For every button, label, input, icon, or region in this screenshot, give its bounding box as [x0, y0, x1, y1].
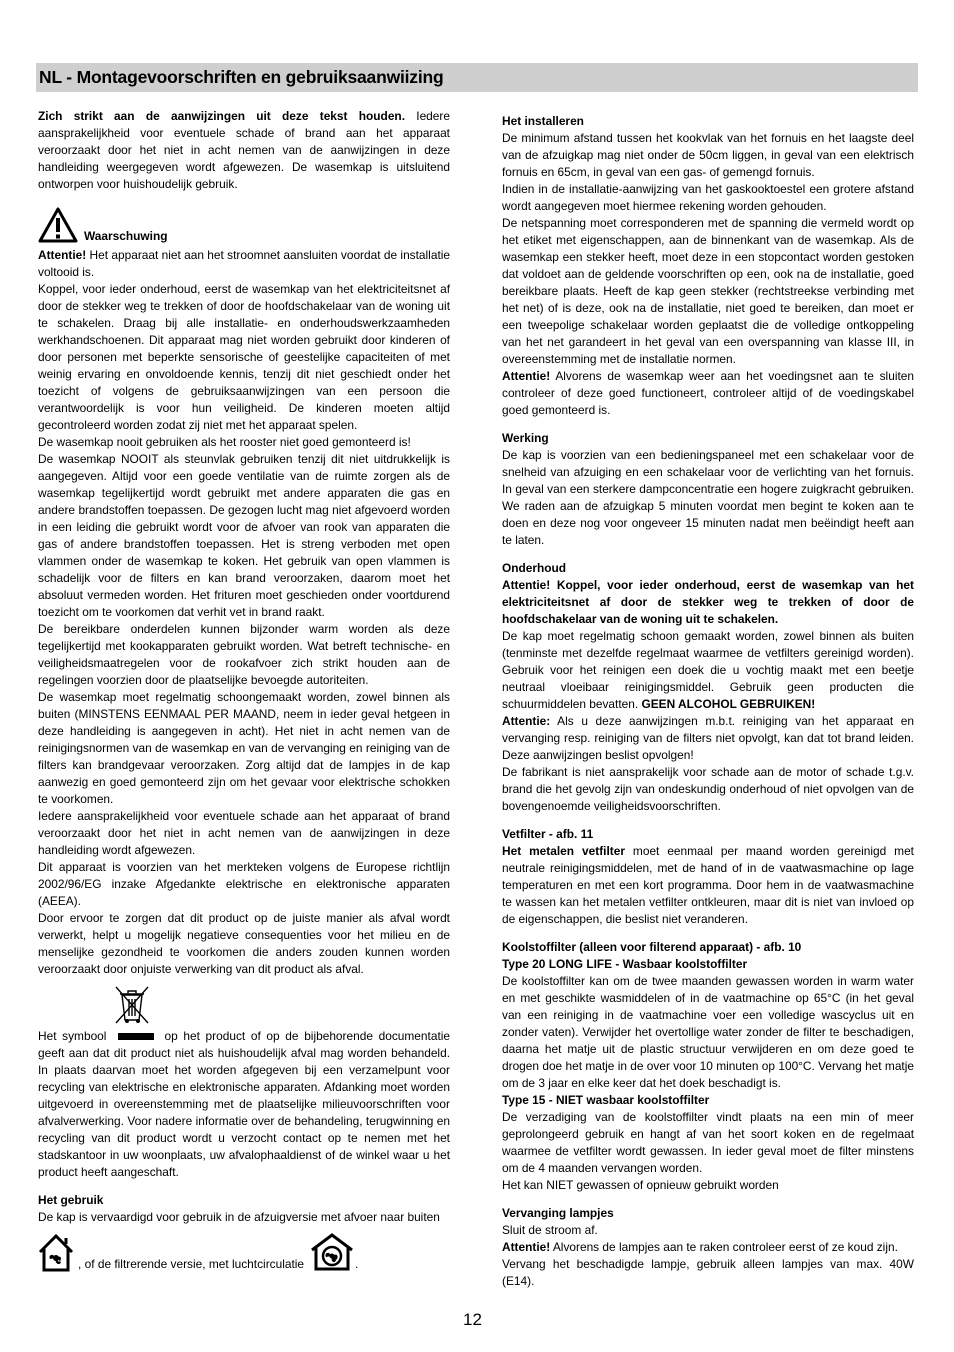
werking-paragraph: De kap is voorzien van een bedieningspaneel met een schakelaar voor de snelheid van afzuiging en een schakelaar voor de verlichting van het fornuis. In geval van een sterkere dampconcentratie een hogere zuigkracht gebruiken. We raden aan de afzuigkap 5 minuten voordat men begint te koken aan te doen en deze nog voor ongeveer 15 minuten nadat men beëindigt heeft aan te laten.	[502, 448, 914, 547]
weee-symbol-row	[38, 980, 450, 1028]
disposal-paragraph: Door ervoor te zorgen dat dit product op de juiste manier als afval wordt verwerkt, helpt u mogelijk negatieve consequenties voor het milieu en de menselijke gezondheid te voorkomen die anders zouden kunnen worden veroorzaakt door onjuiste verwerking van dit product als afval.	[38, 911, 450, 976]
installeren-attentie-label: Attentie!	[502, 369, 551, 383]
page-number: 12	[463, 1310, 482, 1329]
vetfilter-text: moet eenmaal per maand worden gereinigd met neutrale reinigingsmiddelen, met de hand of in de vaatwasmachine op lage temperaturen en met een kort programma. Door hem in de vaatwasmachine te wassen kan het metalen vetfilter ontkleuren, maar dit is niet van invloed op de eigenschappen, die beslist niet veranderen.	[502, 844, 914, 926]
onderhoud-attentie: Attentie! Koppel, voor ieder onderhoud, eerst de wasemkap van het elektriciteitsnet af door de stekker weg te trekken of door de hoofdschakelaar van de woning uit te schakelen.	[502, 578, 914, 626]
warning-paragraph-2: De wasemkap nooit gebruiken als het rooster niet goed gemonteerd is!	[38, 435, 411, 449]
onderhoud-text: De kap moet regelmatig schoon gemaakt worden, zowel binnen als buiten (tenminste met dezelfde regelmaat waarmee de vetfilters gereinigd worden). Gebruik voor het reinigen een doek die u vochtig maakt met een beetje neutraal vloeibaar reinigingsmiddel. Gebruik geen producten die schuurmiddelen bevatten.	[502, 629, 914, 711]
koolstoffilter-paragraph-2: De verzadiging van de koolstoffilter vindt plaats na een min of meer geprolongeerd gebruik en hangt af van het soort koken en de regelmaat waarmee de vetfilter wordt gewassen. In ieder geval moet de filter minstens om de 4 maanden vervangen worden.	[502, 1110, 914, 1175]
gebruik-text-2: , of de filtrerende versie, met luchtcirculatie	[78, 1257, 305, 1271]
intro-paragraph	[38, 108, 450, 193]
lampjes-paragraph-1: Sluit de stroom af.	[502, 1223, 598, 1237]
warning-heading-row	[38, 207, 450, 247]
koolstoffilter-heading: Koolstoffilter (alleen voor filterend apparaat) - afb. 10	[502, 940, 802, 954]
warning-heading: Waarschuwing	[84, 229, 168, 243]
installeren-paragraph-1: De minimum afstand tussen het kookvlak van het fornuis en het laagste deel van de afzuigkap mag niet onder de 50cm liggen, in geval van een elektrisch fornuis en 65cm, in geval van een gas- of gemengd fornuis.	[502, 131, 914, 179]
attentie-paragraph	[38, 247, 450, 281]
koolstoffilter-paragraph-3: Het kan NIET gewassen of opnieuw gebruikt worden	[502, 1178, 779, 1192]
warning-paragraph-6: Iedere aansprakelijkheid voor eventuele schade aan het apparaat of brand veroorzaakt door het niet in acht nemen van de aanwijzingen in deze handleiding wordt afgewezen.	[38, 809, 450, 857]
house-ducted-fan-icon	[38, 1232, 74, 1272]
warning-paragraph-1: Koppel, voor ieder onderhoud, eerst de wasemkap van het elektriciteitsnet af door de stekker weg te trekken of door de hoofdschakelaar van de woning uit te schakelen. Draag bij alle installatie- en onderhoudswerkzaamheden werkhandschoenen. Dit apparaat mag niet worden gebruikt door kinderen of door personen met beperkte sensorische of geestelijke capaciteiten of met weinig ervaring en onvoldoende kennis, tenzij dit niet geschiedt onder het toezicht of volgens de gebruiksaanwijzingen van een persoon die verantwoordelijk is voor hun veiligheid. De kinderen moeten altijd gecontroleerd worden zodat zij niet met het apparaat spelen.	[38, 282, 450, 432]
attentie-text: Het apparaat niet aan het stroomnet aansluiten voordat de installatie voltooid is.	[38, 248, 450, 279]
black-bar-symbol	[118, 1033, 154, 1040]
weee-paragraph: Dit apparaat is voorzien van het merkteken volgens de Europese richtlijn 2002/96/EG inzake Afgedankte elektrische en elektronische apparaten (AEEA).	[38, 860, 450, 908]
gebruik-text: De kap is vervaardigd voor gebruik in de afzuigversie met afvoer naar buiten	[38, 1210, 440, 1224]
lampjes-heading: Vervanging lampjes	[502, 1206, 614, 1220]
symbol-paragraph	[38, 1028, 450, 1181]
page-title: NL - Montagevoorschriften en gebruiksaanwiizing	[36, 63, 918, 92]
lampjes-paragraph-2: Vervang het beschadigde lampje, gebruik alleen lampjes van max. 40W (E14).	[502, 1257, 914, 1288]
koolstoffilter-paragraph-1: De koolstoffilter kan om de twee maanden gewassen worden in warm water en met geschikte wasmiddelen of in de vaatmachine op 65°C (in het geval van een reiniging in de vaatmachine voer een volledige wascyclus uit en zonder vaten). Verwijder het overtollige water zonder de filter te beschadigen, daarna het matje uit de plastic structuur verwijderen en om deze goed te drogen doe het matje in de over voor 10 minuten op 100°C. Vervang het matje om de 3 jaar en elke keer dat het doek beschadigt is.	[502, 974, 914, 1090]
symbol-pre-text: Het symbool	[38, 1029, 107, 1043]
onderhoud-attentie-2-label: Attentie:	[502, 714, 551, 728]
vetfilter-paragraph	[502, 843, 914, 928]
gebruik-heading: Het gebruik	[38, 1193, 104, 1207]
installeren-paragraph-3: De netspanning moet corresponderen met de spanning die vermeld wordt op het etiket met eigenschappen, aan de binnenkant van de wasemkap. Als de wasemkap een stekker heeft, moet deze in een stopcontact worden gestoken dat voldoet aan de geldende voorschriften op een, ook na de installatie, goed bereikbare plaats. Heeft de kap geen stekker (rechtstreekse verbinding met het net) of is deze, ook na de installatie, niet goed te bereiken, dan moet er een tweepolige schakelaar worden geplaatst die de volledige ontkoppeling van het net garandeert in het geval van een overspanning van klasse III, in overeenstemming met de installatie normen.	[502, 216, 914, 366]
intro-bold: Zich strikt aan de aanwijzingen uit deze tekst houden.	[38, 109, 405, 123]
gebruik-icons-row	[38, 1232, 450, 1276]
installeren-attentie	[502, 368, 914, 419]
onderhoud-attentie-2-text: Als u deze aanwijzingen m.b.t. reiniging van het apparaat en vervanging resp. reiniging van de filters niet opvolgt, kan dat tot brand leiden. Deze aanwijzingen beslist opvolgen!	[502, 714, 914, 762]
onderhoud-paragraph-1	[502, 628, 914, 713]
left-column	[38, 108, 450, 1276]
vetfilter-bold: Het metalen vetfilter	[502, 844, 625, 858]
warning-paragraph-4: De bereikbare onderdelen kunnen bijzonder warm worden als deze tegelijkertijd met kookapparaten gebruikt worden. Wat betreft technische- en veiligheidsmaatregelen voor de rookafvoer zich strikt houden aan de regelingen voorzien door de plaatselijke bevoegde autoriteiten.	[38, 622, 450, 687]
crossed-bin-icon	[110, 982, 154, 1026]
installeren-paragraph-2: Indien in de installatie-aanwijzing van het gaskooktoestel een grotere afstand wordt aangegeven moet hiermee rekening worden gehouden.	[502, 182, 914, 213]
warning-paragraph-3: De wasemkap NOOIT als steunvlak gebruiken tenzij dit niet uitdrukkelijk is aangegeven. Altijd voor een goede ventilatie van de ruimte zorgen als de wasemkap tegelijkertijd wordt gebruikt met andere apparaten die gas en andere brandstoffen toepassen. De gezogen lucht mag niet afgevoerd worden in een leiding die gebruikt wordt voor de afvoer van rook van apparaten die gas of andere brandstoffen toepassen. Het is streng verboden met open vlammen onder de wasemkap te koken. Het gebruik van open vlammen is schadelijk voor de filters en kan brand veroorzaken, daarom moet het absoluut vermeden worden. Het frituren moet geschieden onder voortdurend toezicht om te voorkomen dat verhit vet in brand raakt.	[38, 452, 450, 619]
warning-triangle-icon	[38, 207, 78, 243]
lampjes-attentie	[502, 1239, 914, 1256]
werking-heading: Werking	[502, 431, 549, 445]
vetfilter-heading: Vetfilter - afb. 11	[502, 827, 594, 841]
symbol-text: op het product of op de bijbehorende documentatie geeft aan dat dit product niet als huishoudelijk afval mag worden behandeld. In plaats daarvan moet het worden afgegeven bij een verzamelpunt voor recycling van elektrische en elektronische apparaten. Afdanking moet worden uitgevoerd in overeenstemming met de plaatselijke milieuvoorschriften voor afvalverwerking. Voor nadere informatie over de behandeling, terugwinning en recycling van dit product wordt u verzocht contact op te nemen met het stadskantoor in uw woonplaats, uw afvalophaaldienst of de winkel waar u het product heeft aangeschaft.	[38, 1029, 451, 1179]
installeren-attentie-text: Alvorens de wasemkap weer aan het voedingsnet aan te sluiten controleer of deze goed functioneert, controleer altijd of de voedingskabel goed gemonteerd is.	[502, 369, 914, 417]
lampjes-attentie-label: Attentie!	[502, 1240, 551, 1254]
attentie-label: Attentie!	[38, 248, 87, 262]
installeren-heading: Het installeren	[502, 114, 584, 128]
gebruik-period: .	[355, 1257, 359, 1271]
type15-heading: Type 15 - NIET wasbaar koolstoffilter	[502, 1093, 710, 1107]
house-recirculation-fan-icon	[310, 1232, 354, 1272]
intro-text: Iedere aansprakelijkheid voor eventuele schade of brand aan het apparaat veroorzaakt door het niet in acht nemen van de aanwijzingen in deze handleiding weergegeven wordt afgewezen. De wasemkap is uitsluitend ontworpen voor huishoudelijk gebruik.	[38, 109, 450, 191]
onderhoud-attentie-2	[502, 713, 914, 764]
onderhoud-paragraph-2: De fabrikant is niet aansprakelijk voor schade aan de motor of schade t.g.v. brand die het gevolg zijn van ondeskundig onderhoud of niet opvolgen van de bovengenoemde veiligheidsvoorschriften.	[502, 765, 914, 813]
onderhoud-heading: Onderhoud	[502, 561, 567, 575]
lampjes-attentie-text: Alvorens de lampjes aan te raken controleer eerst of ze koud zijn.	[550, 1240, 898, 1254]
right-column	[502, 113, 914, 1290]
warning-paragraph-5: De wasemkap moet regelmatig schoongemaakt worden, zowel binnen als buiten (MINSTENS EENMAAL PER MAAND, neem in ieder geval hetgeen in deze handleiding is aangegeven in acht). Het niet in acht nemen van de reinigingsnormen van de wasemkap en van de vervanging en reiniging van de filters kan brandgevaar veroorzaken. Zorg altijd dat de lampjes in de kap aanwezig en goed gemonteerd zijn om het gevaar voor elektrische schokken te voorkomen.	[38, 690, 450, 806]
no-alcohol-warning: GEEN ALCOHOL GEBRUIKEN!	[641, 697, 816, 711]
type20-heading: Type 20 LONG LIFE - Wasbaar koolstoffilter	[502, 957, 748, 971]
